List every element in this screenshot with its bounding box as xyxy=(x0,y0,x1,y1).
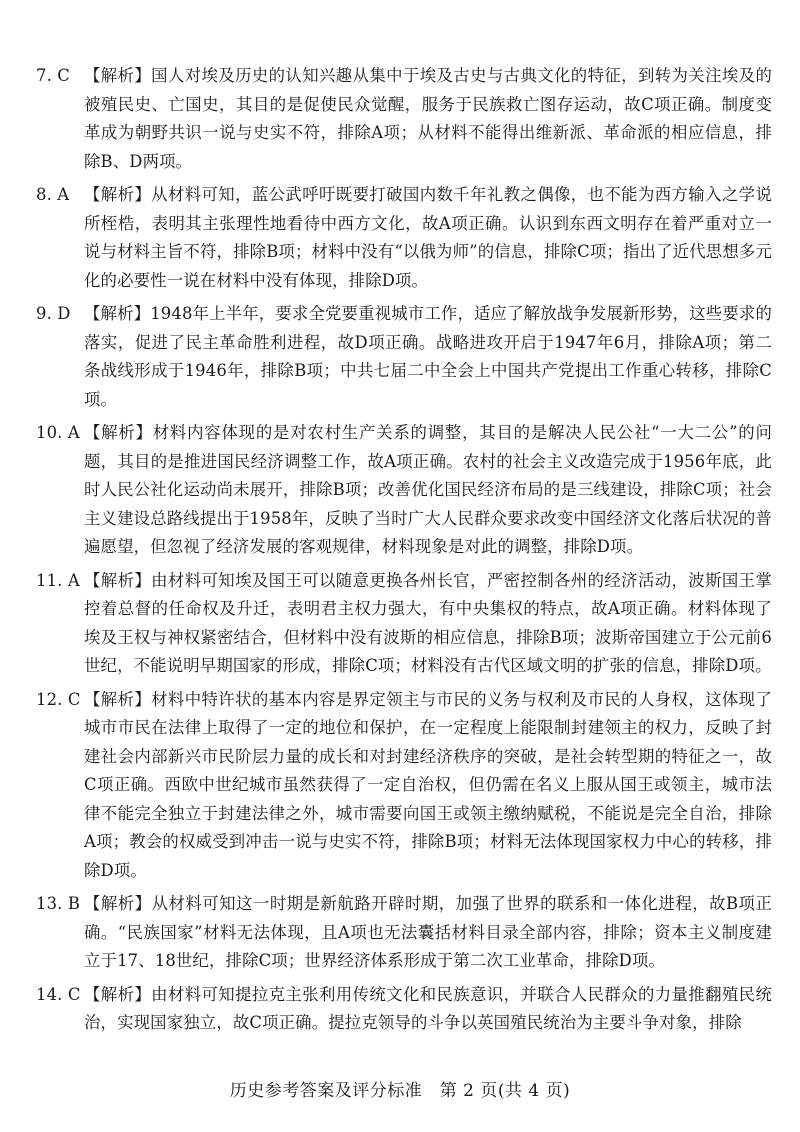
answer-text: 【解析】由材料可知埃及国王可以随意更换各州长官，严密控制各州的经济活动，波斯国王掌控着总督的任命权及升迁，表明君主权力强大，有中央集权的特点，故A项正确。材料体现了埃及王权与神权紧密结合，但材料中没有波斯的相应信息，排除B项；波斯帝国建立于公元前6世纪，不能说明早期国家的形成，排除C项；材料没有古代区域文明的扩张的信息，排除D项。 xyxy=(84,570,772,675)
answer-item-11 xyxy=(36,567,772,681)
answer-text: 【解析】国人对埃及历史的认知兴趣从集中于埃及古史与古典文化的特征，到转为关注埃及的被殖民史、亡国史，其目的是促使民众觉醒，服务于民族救亡图存运动，故C项正确。制度变革成为朝野共识一说与史实不符，排除A项；从材料不能得出维新派、革命派的相应信息，排除B、D两项。 xyxy=(84,66,772,171)
answer-item-13 xyxy=(36,890,772,976)
answer-number: 13. B xyxy=(36,894,81,913)
answer-item-8 xyxy=(36,181,772,295)
answer-item-10 xyxy=(36,419,772,562)
answer-item-7 xyxy=(36,62,772,176)
page-footer: 历史参考答案及评分标准 第 2 页(共 4 页) xyxy=(229,1081,571,1101)
answer-text: 【解析】材料中特许状的基本内容是界定领主与市民的义务与权利及市民的人身权，这体现了城市市民在法律上取得了一定的地位和保护，在一定程度上能限制封建领主的权力，反映了封建社会内部新兴市民阶层力量的成长和对封建经济秩序的突破，是社会转型期的特征之一，故C项正确。西欧中世纪城市虽然获得了一定自治权，但仍需在名义上服从国王或领主，城市法律不能完全独立于封建法律之外，城市需要向国王或领主缴纳赋税，不能说是完全自治，排除A项；教会的权威受到冲击一说与史实不符，排除B项；材料无法体现国家权力中心的转移，排除D项。 xyxy=(84,689,772,880)
answer-text: 【解析】1948年上半年，要求全党要重视城市工作，适应了解放战争发展新形势，这些要求的落实，促进了民主革命胜利进程，故D项正确。战略进攻开启于1947年6月，排除A项；第二条战线形成于1946年，排除B项；中共七届二中全会上中国共产党提出工作重心转移，排除C项。 xyxy=(84,304,772,409)
answer-number: 11. A xyxy=(36,570,80,590)
answer-text: 【解析】从材料可知这一时期是新航路开辟时期，加强了世界的联系和一体化进程，故B项正确。“民族国家”材料无法体现，且A项也无法囊括材料目录全部内容，排除；资本主义制度建立于17、18世纪，排除C项；世界经济体系形成于第二次工业革命，排除D项。 xyxy=(84,894,772,970)
answer-list xyxy=(36,62,772,1043)
answer-number: 10. A xyxy=(36,423,80,442)
answer-item-14 xyxy=(36,981,772,1038)
answer-number: 14. C xyxy=(36,984,81,1004)
answer-number: 8. A xyxy=(36,185,70,204)
answer-number: 9. D xyxy=(36,304,71,323)
answer-number: 7. C xyxy=(36,66,70,85)
answer-text: 【解析】材料内容体现的是对农村生产关系的调整，其目的是解决人民公社“一大二公”的问题，其目的是推进国民经济调整工作，故A项正确。农村的社会主义改造完成于1956年底，此时人民公社化运动尚未展开，排除B项；改善优化国民经济布局的是三线建设，排除C项；社会主义建设总路线提出于1958年，反映了当时广大人民群众要求改变中国经济文化落后状况的普遍愿望，但忽视了经济发展的客观规律，材料现象是对此的调整，排除D项。 xyxy=(84,423,772,556)
answer-item-12 xyxy=(36,686,772,886)
answer-text: 【解析】由材料可知提拉克主张利用传统文化和民族意识，并联合人民群众的力量推翻殖民统治，实现国家独立，故C项正确。提拉克领导的斗争以英国殖民统治为主要斗争对象，排除 xyxy=(84,984,772,1032)
answer-text: 【解析】从材料可知，蓝公武呼吁既要打破国内数千年礼教之偶像，也不能为西方输入之学说所桎梏，表明其主张理性地看待中西方文化，故A项正确。认识到东西文明存在着严重对立一说与材料主旨不符，排除B项；材料中没有“以俄为师”的信息，排除C项；指出了近代思想多元化的必要性一说在材料中没有体现，排除D项。 xyxy=(84,185,772,290)
answer-item-9 xyxy=(36,300,772,414)
answer-number: 12. C xyxy=(36,689,81,709)
